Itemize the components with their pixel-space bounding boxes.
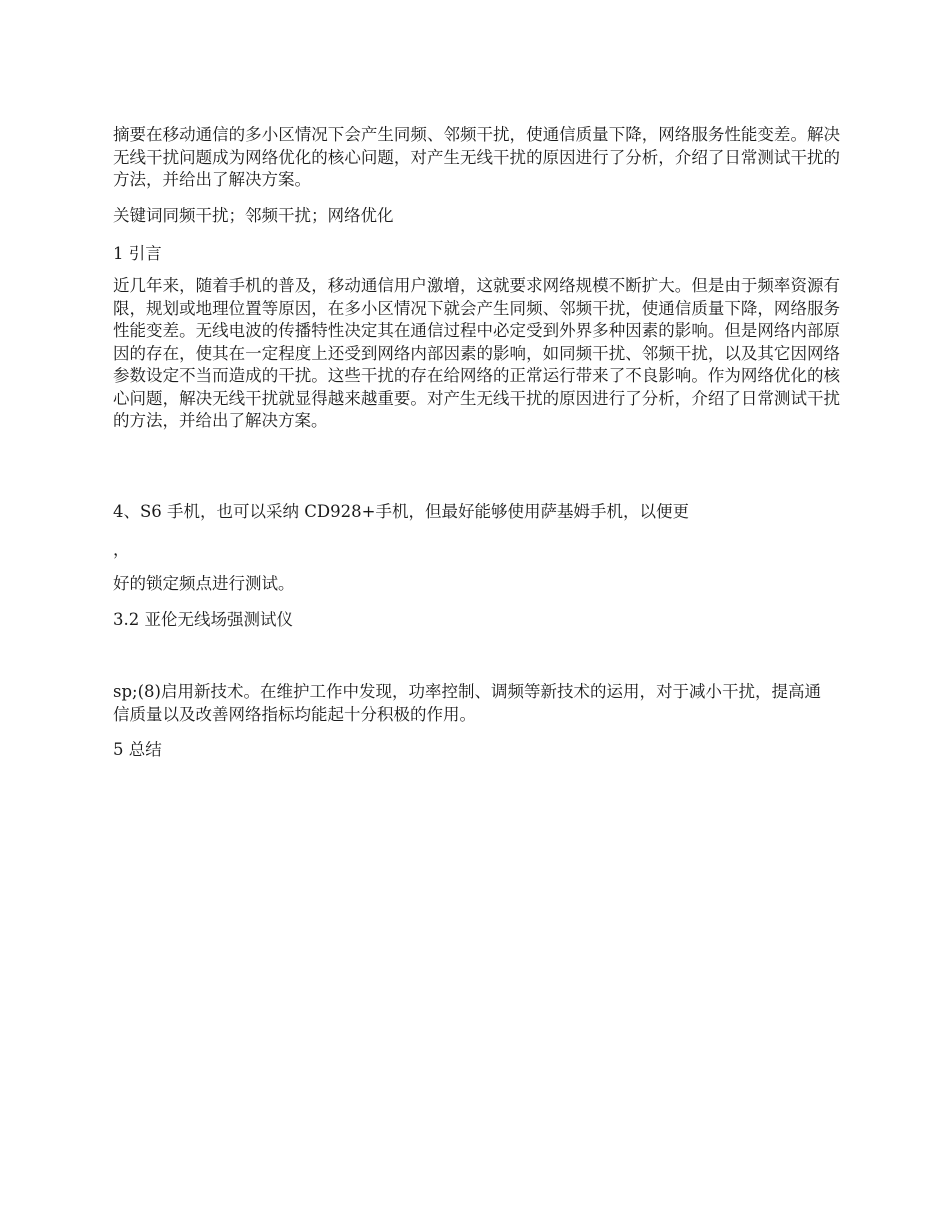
abstract-paragraph: 摘要在移动通信的多小区情况下会产生同频、邻频干扰，使通信质量下降，网络服务性能变差。解决无线干扰问题成为网络优化的核心问题，对产生无线干扰的原因进行了分析，介绍了日常测试干扰的方法，并给出了解决方案。 — [113, 125, 840, 189]
comma-line: ， — [113, 540, 130, 559]
keywords-line: 关键词同频干扰；邻频干扰；网络优化 — [113, 206, 394, 225]
section-heading-3-2: 3.2 亚伦无线场强测试仪 — [113, 610, 293, 629]
item-4-continuation: 好的锁定频点进行测试。 — [113, 574, 295, 593]
section-heading-summary: 5 总结 — [113, 740, 162, 759]
introduction-paragraph: 近几年来，随着手机的普及，移动通信用户激增，这就要求网络规模不断扩大。但是由于频率资源有限，规划或地理位置等原因，在多小区情况下就会产生同频、邻频干扰，使通信质量下降，网络服务性能变差。无线电波的传播特性决定其在通信过程中必定受到外界多种因素的影响。但是网络内部原因的存在，使其在一定程度上还受到网络内部因素的影响，如同频干扰、邻频干扰，以及其它因网络参数设定不当而造成的干扰。这些干扰的存在给网络的正常运行带来了不良影响。作为网络优化的核心问题，解决无线干扰就显得越来越重要。对产生无线干扰的原因进行了分析，介绍了日常测试干扰的方法，并给出了解决方案。 — [113, 276, 840, 430]
new-technology-paragraph: sp;(8)启用新技术。在维护工作中发现，功率控制、调频等新技术的运用，对于减小干扰，提高通信质量以及改善网络指标均能起十分积极的作用。 — [113, 682, 821, 724]
section-heading-introduction: 1 引言 — [113, 244, 162, 263]
item-4-line: 4、S6 手机，也可以采纳 CD928+手机，但最好能够使用萨基姆手机，以便更 — [113, 502, 689, 521]
